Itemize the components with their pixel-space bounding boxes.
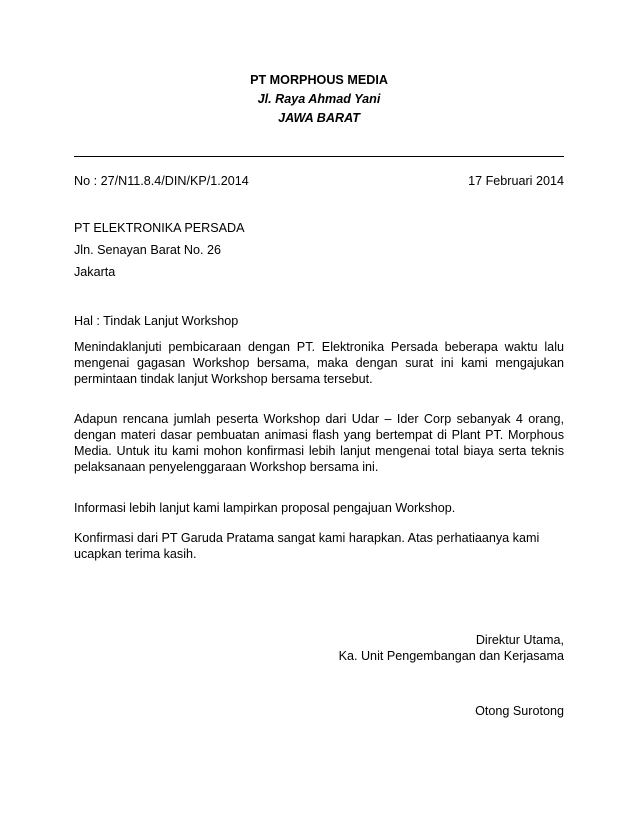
subject-line: Hal : Tindak Lanjut Workshop [74,314,239,328]
letter-date: 17 Februari 2014 [468,174,564,188]
signatory-title: Direktur Utama, [475,633,564,647]
letterhead-company: PT MORPHOUS MEDIA [250,73,388,87]
letterhead-street: Jl. Raya Ahmad Yani [257,92,381,106]
recipient-address: Jln. Senayan Barat No. 26 [74,243,222,257]
letterhead-region: JAWA BARAT [278,111,360,125]
body-paragraph: Menindaklanjuti pembicaraan dengan PT. Elektronika Persada beberapa waktu lalu mengenai gagasan Workshop bersama, maka dengan surat ini kami mengajukan permintaan tindak lanjut Workshop bersama tersebut. [74,340,564,386]
recipient-city: Jakarta [74,265,116,279]
signatory-unit: Ka. Unit Pengembangan dan Kerjasama [338,649,564,663]
body-paragraph: Informasi lebih lanjut kami lampirkan proposal pengajuan Workshop. [74,501,456,515]
letterhead-divider [74,156,564,157]
reference-number: No : 27/N11.8.4/DIN/KP/1.2014 [74,174,249,188]
recipient-company: PT ELEKTRONIKA PERSADA [74,221,245,235]
body-paragraph: Adapun rencana jumlah peserta Workshop dari Udar – Ider Corp sebanyak 4 orang, dengan materi dasar pembuatan animasi flash yang bertempat di Plant PT. Morphous Media. Untuk itu kami mohon konfirmasi lebih lanjut mengenai total biaya serta teknis pelaksanaan penyelenggaraan Workshop bersama ini. [74,412,564,474]
body-paragraph: Konfirmasi dari PT Garuda Pratama sangat kami harapkan. Atas perhatiaanya kami ucapkan terima kasih. [74,531,540,561]
signatory-name: Otong Surotong [475,704,564,718]
